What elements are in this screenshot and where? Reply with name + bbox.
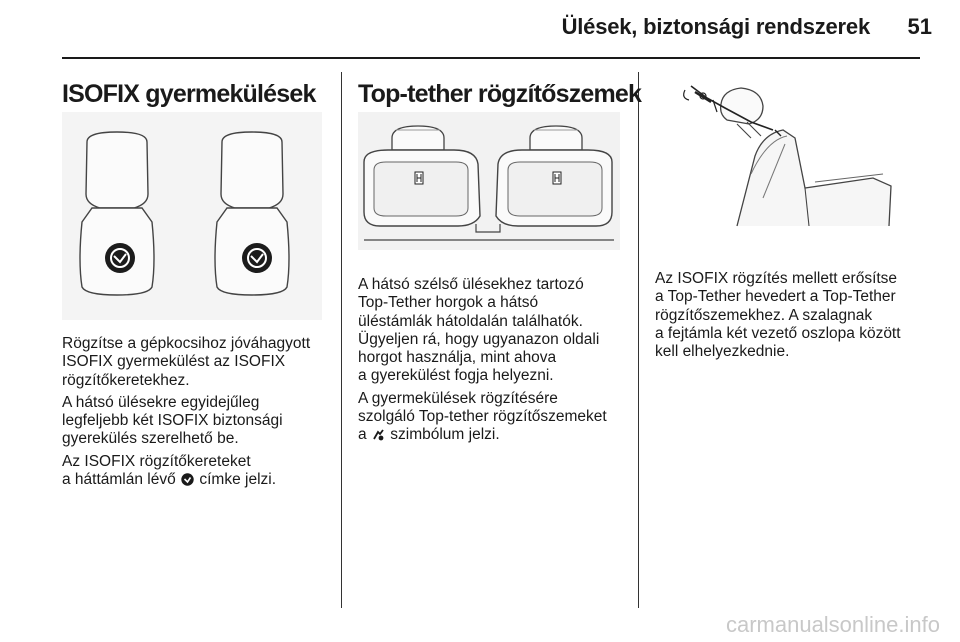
page-number: 51 [907,14,932,39]
isofix-seat-right [215,132,289,295]
top-tether-section-title: Top-tether rögzítőszemek [358,80,642,108]
top-tether-paragraph-2: A gyermekülések rögzítésére szolgáló Top-tether rögzítőszemeket a szimbólum jelzi. [358,389,607,444]
top-tether-symbol-icon [372,428,385,441]
isofix-body-text [62,335,310,493]
tether-symbol-right [553,172,561,184]
top-tether-seatbacks-figure [358,112,620,250]
isofix-paragraph-3: Az ISOFIX rögzítőkereteket a háttámlán lévő címke jelzi. [62,452,277,489]
top-tether-body-text [358,276,607,449]
watermark: carmanualsonline.info [725,612,940,637]
isofix-label-icon [181,473,194,486]
header-rule [62,57,920,59]
tether-symbol-left [415,172,423,184]
isofix-section-title: ISOFIX gyermekülések [62,80,316,108]
tether-strap-figure [655,78,917,228]
isofix-seats-figure [62,112,322,320]
column-divider-2 [638,72,639,608]
page-header-title: Ülések, biztonsági rendszerek [561,14,870,39]
isofix-paragraph-1: Rögzítse a gépkocsihoz jóváhagyott ISOFIX gyermekülést az ISOFIX rögzítőkeretekhez. [62,335,311,389]
tether-instruction-text [655,270,901,365]
top-tether-paragraph-1: A hátsó szélső ülésekhez tartozó Top-Tether horgok a hátsó üléstámlák hátoldalán találhatók. Ügyeljen rá, hogy ugyanazon oldali horgot használja, mint ahova a gyerekülést fogja helyezni. [358,276,600,385]
isofix-seat-left [80,132,154,295]
isofix-paragraph-2: A hátsó ülésekre egyidejűleg legfeljebb két ISOFIX biztonsági gyerekülés szerelhető be. [62,393,283,448]
tether-paragraph-1: Az ISOFIX rögzítés mellett erősítse a Top-Tether hevedert a Top-Tether rögzítőszemekhez. A szalagnak a fejtámla két vezető oszlopa között kell elhelyezkednie. [655,270,901,361]
column-divider-1 [341,72,342,608]
